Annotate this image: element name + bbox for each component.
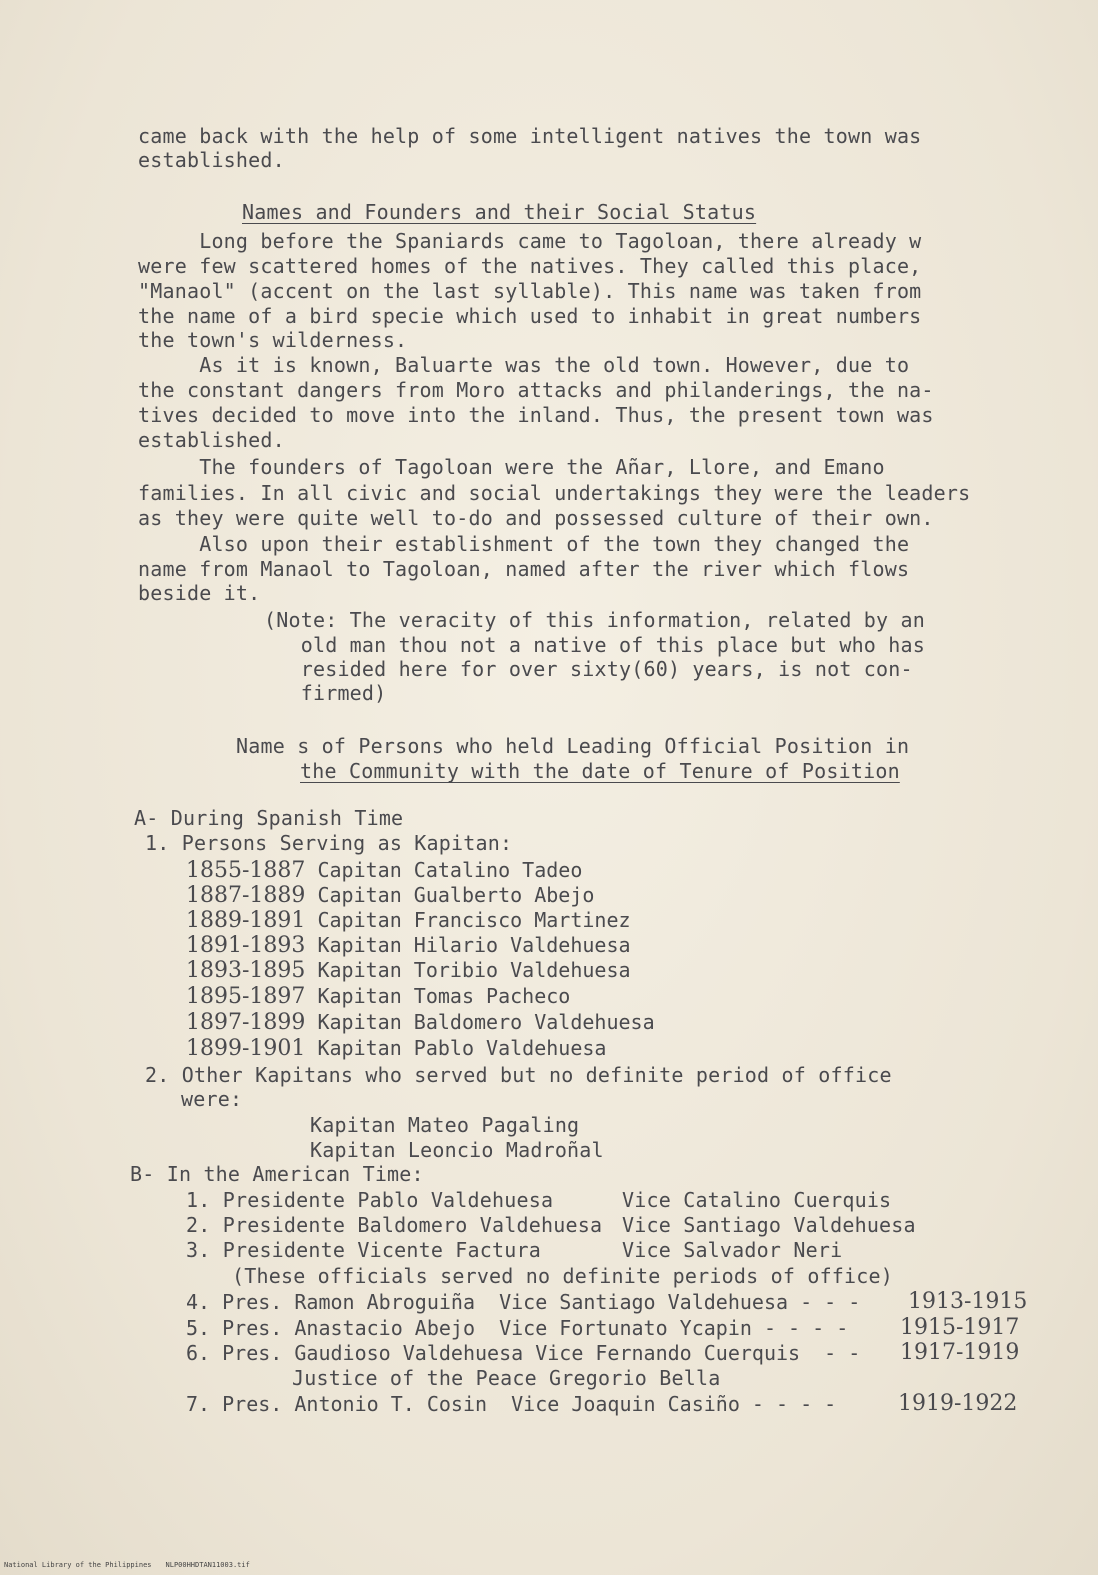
kapitan-name: Kapitan Tomas Pacheco bbox=[317, 984, 571, 1008]
kapitan-years: 1897-1899 bbox=[186, 1010, 306, 1035]
dated-entry-text: 6. Pres. Gaudioso Valdehuesa Vice Fernando Cuerquis - - bbox=[186, 1341, 861, 1365]
footer-filename: NLP00HHDTAN11003.tif bbox=[165, 1561, 250, 1569]
dated-entry-years: 1919-1922 bbox=[898, 1391, 1018, 1416]
paragraph-line: the town's wilderness. bbox=[138, 328, 408, 352]
kapitan-years: 1895-1897 bbox=[186, 984, 306, 1009]
kapitan-years: 1889-1891 bbox=[186, 908, 306, 933]
kapitan-years: 1899-1901 bbox=[186, 1036, 306, 1061]
other-kapitan: Kapitan Mateo Pagaling bbox=[310, 1113, 580, 1137]
note-line: old man thou not a native of this place but who has bbox=[264, 633, 926, 657]
kapitan-years: 1855-1887 bbox=[186, 858, 306, 883]
kapitan-years: 1887-1889 bbox=[186, 883, 306, 908]
other-kapitan: Kapitan Leoncio Madroñal bbox=[310, 1138, 604, 1162]
kapitan-row bbox=[186, 958, 631, 983]
paragraph-line: As it is known, Baluarte was the old town. However, due to bbox=[138, 353, 910, 377]
kapitan-row bbox=[186, 858, 582, 883]
american-note: (These officials served no definite periods of office) bbox=[232, 1264, 894, 1288]
kapitan-row bbox=[186, 908, 631, 933]
note-line: firmed) bbox=[264, 681, 387, 705]
dated-entry-years: 1913-1915 bbox=[908, 1289, 1028, 1314]
paragraph-line: tives decided to move into the inland. Thus, the present town was bbox=[138, 403, 934, 427]
kapitan-name: Kapitan Toribio Valdehuesa bbox=[317, 958, 631, 982]
kapitan-years: 1891-1893 bbox=[186, 933, 306, 958]
paragraph-line: Also upon their establishment of the town they changed the bbox=[138, 532, 910, 556]
dated-entry-text: 7. Pres. Antonio T. Cosin Vice Joaquin Casiño - - - - bbox=[186, 1392, 837, 1416]
vice-entry: Vice Santiago Valdehuesa bbox=[622, 1213, 916, 1237]
dated-entry bbox=[186, 1392, 836, 1416]
kapitan-row bbox=[186, 933, 631, 958]
paragraph-line: established. bbox=[138, 428, 285, 452]
presidente-entry: 3. Presidente Vicente Factura bbox=[186, 1238, 541, 1262]
kapitan-row bbox=[186, 984, 570, 1009]
paragraph-line: "Manaol" (accent on the last syllable). This name was taken from bbox=[138, 279, 922, 303]
paragraph-line: name from Manaol to Tagoloan, named after the river which flows bbox=[138, 557, 910, 581]
paragraph-line: The founders of Tagoloan were the Añar, Llore, and Emano bbox=[138, 455, 885, 479]
paragraph-line: the name of a bird specie which used to inhabit in great numbers bbox=[138, 304, 922, 328]
section-heading-officials-2: the Community with the date of Tenure of Position bbox=[300, 759, 900, 783]
spanish-time-title: A- During Spanish Time bbox=[134, 806, 404, 830]
paragraph-line: were few scattered homes of the natives. They called this place, bbox=[138, 254, 922, 278]
kapitan-name: Capitan Gualberto Abejo bbox=[317, 883, 595, 907]
paragraph-line: the constant dangers from Moro attacks and philanderings, the na- bbox=[138, 378, 934, 402]
dated-entry-years: 1915-1917 bbox=[900, 1315, 1020, 1340]
kapitan-name: Capitan Catalino Tadeo bbox=[317, 858, 583, 882]
note-line: resided here for over sixty(60) years, is not con- bbox=[264, 657, 913, 681]
justice-of-peace: Justice of the Peace Gregorio Bella bbox=[292, 1366, 721, 1390]
vice-entry: Vice Salvador Neri bbox=[622, 1238, 843, 1262]
american-time-title: B- In the American Time: bbox=[130, 1162, 424, 1186]
paragraph-line: beside it. bbox=[138, 581, 261, 605]
section-heading-officials-1: Name s of Persons who held Leading Official Position in bbox=[236, 734, 910, 758]
kapitan-name: Capitan Francisco Martinez bbox=[317, 908, 631, 932]
kapitan-row bbox=[186, 1036, 606, 1061]
dated-entry-text: 5. Pres. Anastacio Abejo Vice Fortunato Ycapin - - - - bbox=[186, 1316, 849, 1340]
footer-library: National Library of the Philippines bbox=[4, 1561, 152, 1569]
dated-entry bbox=[186, 1290, 860, 1314]
intro-line-1: came back with the help of some intelligent natives the town was bbox=[138, 124, 922, 148]
paragraph-line: families. In all civic and social undertakings they were the leaders bbox=[138, 481, 971, 505]
note-line: (Note: The veracity of this information, related by an bbox=[264, 608, 926, 632]
other-kapitans-line-2: were: bbox=[181, 1087, 243, 1111]
dated-entry bbox=[186, 1316, 848, 1340]
kapitan-name: Kapitan Baldomero Valdehuesa bbox=[317, 1010, 655, 1034]
intro-line-2: established. bbox=[138, 148, 285, 172]
kapitan-subheading: 1. Persons Serving as Kapitan: bbox=[145, 831, 513, 855]
presidente-entry: 2. Presidente Baldomero Valdehuesa bbox=[186, 1213, 603, 1237]
dated-entry-years: 1917-1919 bbox=[900, 1340, 1020, 1365]
kapitan-row bbox=[186, 1010, 655, 1035]
kapitan-name: Kapitan Pablo Valdehuesa bbox=[317, 1036, 607, 1060]
kapitan-row bbox=[186, 883, 594, 908]
scan-footer bbox=[4, 1560, 264, 1570]
other-kapitans-line-1: 2. Other Kapitans who served but no definite period of office bbox=[145, 1063, 892, 1087]
paragraph-line: as they were quite well to-do and possessed culture of their own. bbox=[138, 506, 934, 530]
vice-entry: Vice Catalino Cuerquis bbox=[622, 1188, 892, 1212]
section-heading-founders: Names and Founders and their Social Status bbox=[242, 200, 757, 224]
kapitan-years: 1893-1895 bbox=[186, 958, 306, 983]
kapitan-name: Kapitan Hilario Valdehuesa bbox=[317, 933, 631, 957]
paragraph-line: Long before the Spaniards came to Tagoloan, there already w bbox=[138, 229, 922, 253]
dated-entry bbox=[186, 1341, 860, 1365]
presidente-entry: 1. Presidente Pablo Valdehuesa bbox=[186, 1188, 554, 1212]
dated-entry-text: 4. Pres. Ramon Abroguiña Vice Santiago Valdehuesa - - - bbox=[186, 1290, 861, 1314]
